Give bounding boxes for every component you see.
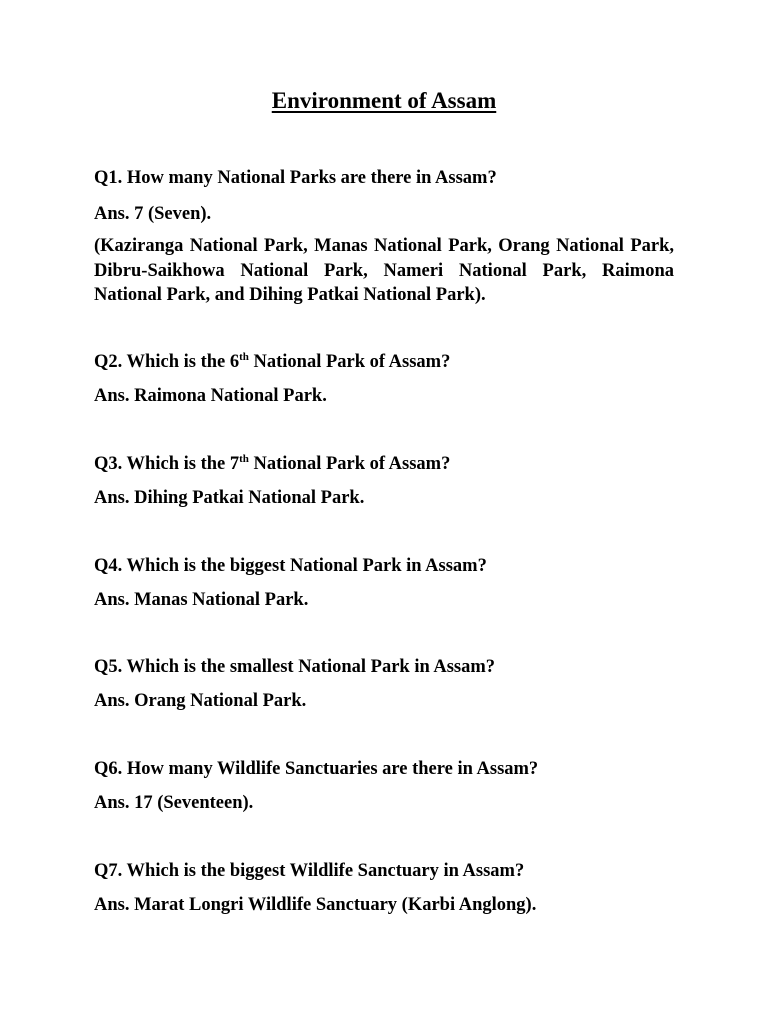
question-4: Q4. Which is the biggest National Park in Assam? (94, 556, 487, 576)
answer-2: Ans. Raimona National Park. (94, 386, 327, 406)
answer-1: Ans. 7 (Seven). (94, 204, 212, 224)
question-7: Q7. Which is the biggest Wildlife Sanctuary in Assam? (94, 861, 525, 881)
answer-1-note: (Kaziranga National Park, Manas National Park, Orang National Park, Dibru-Saikhowa National Park, Nameri National Park, Raimona National Park, and Dihing Patkai National Park). (94, 236, 674, 305)
question-2-text: Q2. Which is the 6 (94, 352, 240, 372)
question-3-superscript: th (239, 452, 249, 465)
question-2-superscript: th (239, 350, 249, 363)
answer-3: Ans. Dihing Patkai National Park. (94, 488, 365, 508)
question-6: Q6. How many Wildlife Sanctuaries are there in Assam? (94, 759, 539, 779)
answer-4: Ans. Manas National Park. (94, 590, 309, 610)
answer-5: Ans. Orang National Park. (94, 691, 307, 711)
answer-6: Ans. 17 (Seventeen). (94, 793, 254, 813)
answer-7: Ans. Marat Longri Wildlife Sanctuary (Karbi Anglong). (94, 895, 537, 915)
question-3 (94, 452, 674, 477)
question-2 (94, 350, 674, 375)
question-3-text-end: National Park of Assam? (248, 454, 451, 474)
question-2-text-end: National Park of Assam? (248, 352, 451, 372)
question-5: Q5. Which is the smallest National Park in Assam? (94, 657, 496, 677)
question-1: Q1. How many National Parks are there in Assam? (94, 168, 497, 188)
question-3-text: Q3. Which is the 7 (94, 454, 240, 474)
page-title: Environment of Assam (271, 88, 497, 113)
